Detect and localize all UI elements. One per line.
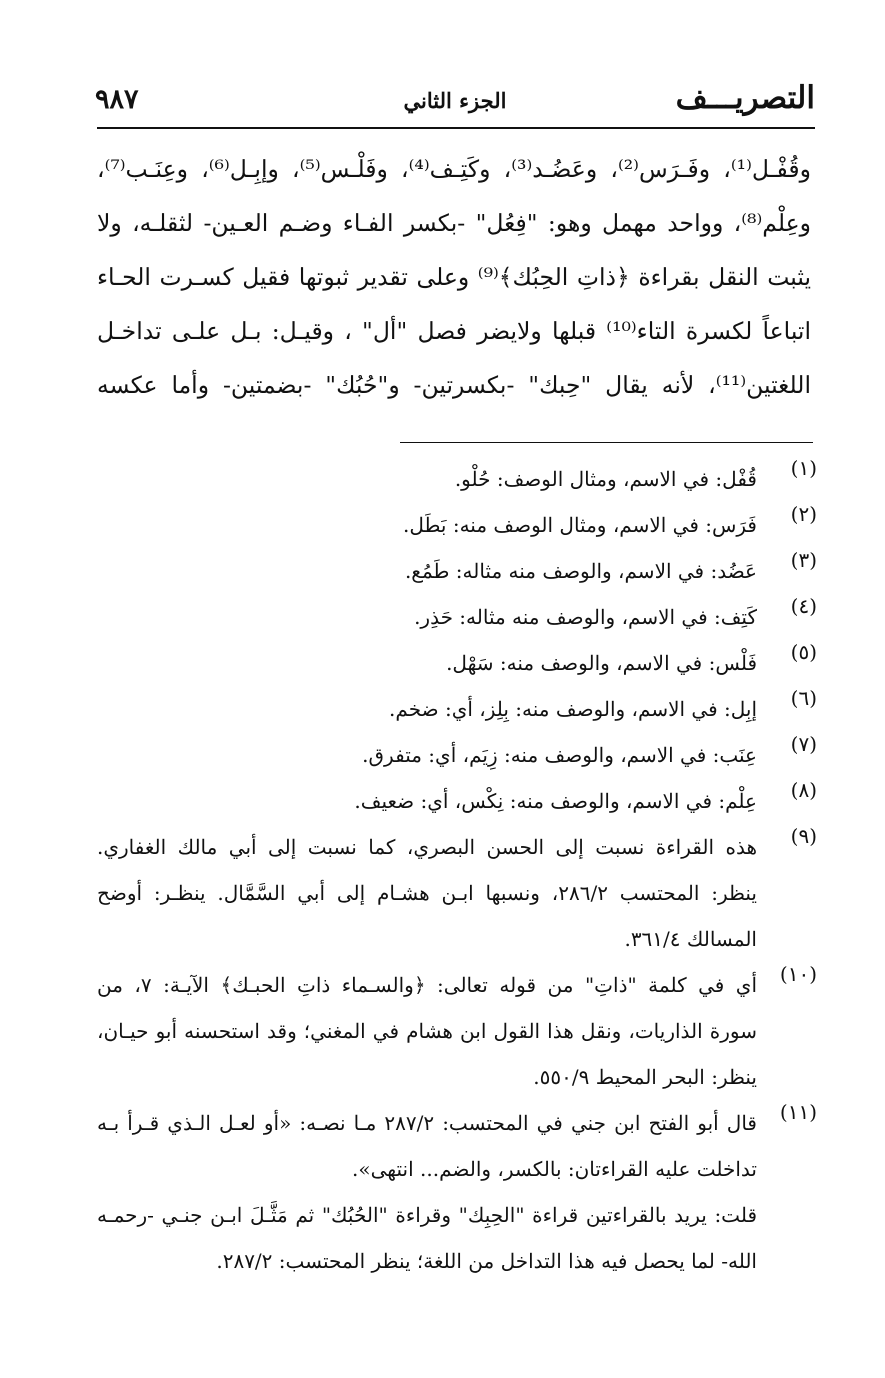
text-line: اتباعاً لكسرة التاء⁽¹⁰⁾ قبلها ولايضر فصل "أل" ، وقيـل: بـل علـى تداخـل <box>97 317 811 345</box>
book-title: التصريـــف <box>675 80 815 116</box>
footnote-line: عِلْم: في الاسم، والوصف منه: نِكْس، أي: ضعيف. <box>354 789 757 813</box>
footnote-number: (٣) <box>790 548 817 572</box>
footnote-line: عِنَب: في الاسم، والوصف منه: زِيَم، أي: متفرق. <box>362 743 757 767</box>
footnote-line: سورة الذاريات، ونقل هذا القول ابن هشام في المغني؛ وقد استحسنه أبو حيـان، <box>97 1019 757 1043</box>
footnote-line: هذه القراءة نسبت إلى الحسن البصري، كما نسبت إلى أبي مالك الغفاري. <box>97 835 757 859</box>
footnote-number: (٥) <box>790 640 817 664</box>
footnote-number: (٦) <box>790 686 817 710</box>
footnote-number: (٤) <box>790 594 817 618</box>
footnote-line: أي في كلمة "ذاتِ" من قوله تعالى: ﴿والسـماء ذاتِ الحبـك﴾ الآيـة: ٧، من <box>97 973 757 997</box>
footnote <box>97 962 817 1100</box>
text-line: اللغتين⁽¹¹⁾، لأنه يقال "حِبك" -بكسرتين- و"حُبُك" -بضمتين- وأما عكسه <box>97 371 811 399</box>
footnote-number: (١) <box>790 456 817 480</box>
footnote <box>97 824 817 962</box>
footnote-line: ينظر: البحر المحيط ٥٥٠/٩. <box>533 1065 757 1089</box>
footnotes <box>97 456 817 1284</box>
footnote-line: فَرَس: في الاسم، ومثال الوصف منه: بَطَل. <box>403 513 757 537</box>
part-label: الجزء الثاني <box>403 88 507 113</box>
text-line: وقُفْـل⁽¹⁾، وفَـرَس⁽²⁾، وعَضُـد⁽³⁾، وكَتِـف⁽⁴⁾، وفَلْـس⁽⁵⁾، وإبِـل⁽⁶⁾، وعِنَـب⁽⁷⁾، <box>97 155 811 183</box>
text-line: وعِلْم⁽⁸⁾، وواحد مهمل وهو: "فِعُل" -بكسر الفـاء وضـم العـين- لثقلـه، ولا <box>97 209 811 237</box>
footnote <box>97 778 817 824</box>
header-rule <box>97 127 815 129</box>
footnote-line: إبِل: في الاسم، والوصف منه: بِلِز، أي: ضخم. <box>389 697 757 721</box>
footnote-number: (١٠) <box>779 962 817 986</box>
footnote-line: قلت: يريد بالقراءتين قراءة "الحِبِك" وقراءة "الحُبُك" ثم مَثَّـلَ ابـن جنـي -رحمـه <box>97 1203 757 1227</box>
footnote-number: (٨) <box>790 778 817 802</box>
footnote-line: ينظر: المحتسب ٢٨٦/٢، ونسبها ابـن هشـام إلى أبي السَّمَّال. ينظـر: أوضح <box>97 881 757 905</box>
footnote-number: (٢) <box>790 502 817 526</box>
footnote-line: المسالك ٣٦١/٤. <box>624 927 757 951</box>
footnote-line: فَلْس: في الاسم، والوصف منه: سَهْل. <box>446 651 757 675</box>
footnote <box>97 732 817 778</box>
footnote <box>97 594 817 640</box>
footnote <box>97 640 817 686</box>
footnote-line: قال أبو الفتح ابن جني في المحتسب: ٢٨٧/٢ مـا نصـه: «أو لعـل الـذي قـرأ بـه <box>97 1111 757 1135</box>
footnote-line: قُفْل: في الاسم، ومثال الوصف: حُلْو. <box>454 467 757 491</box>
footnote-line: كَتِف: في الاسم، والوصف منه مثاله: حَذِر. <box>414 605 757 629</box>
page-number: ٩٨٧ <box>95 84 139 115</box>
footnote-line: تداخلت عليه القراءتان: بالكسر، والضم... انتهى». <box>352 1157 757 1181</box>
footnote <box>97 548 817 594</box>
footnote-separator <box>400 442 813 443</box>
running-header <box>95 80 815 120</box>
footnote-number: (٩) <box>790 824 817 848</box>
main-text <box>97 142 811 412</box>
footnote <box>97 502 817 548</box>
footnote <box>97 686 817 732</box>
footnote <box>97 456 817 502</box>
footnote-number: (١١) <box>779 1100 817 1124</box>
text-line: يثبت النقل بقراءة ﴿ذاتِ الحِبُك﴾⁽⁹⁾ وعلى تقدير ثبوتها فقيل كسـرت الحـاء <box>97 263 811 291</box>
footnote-line: الله- لما يحصل فيه هذا التداخل من اللغة؛ ينظر المحتسب: ٢٨٧/٢. <box>216 1249 757 1273</box>
footnote-line: عَضُد: في الاسم، والوصف منه مثاله: طَمُع. <box>404 559 757 583</box>
footnote-number: (٧) <box>790 732 817 756</box>
footnote <box>97 1100 817 1284</box>
